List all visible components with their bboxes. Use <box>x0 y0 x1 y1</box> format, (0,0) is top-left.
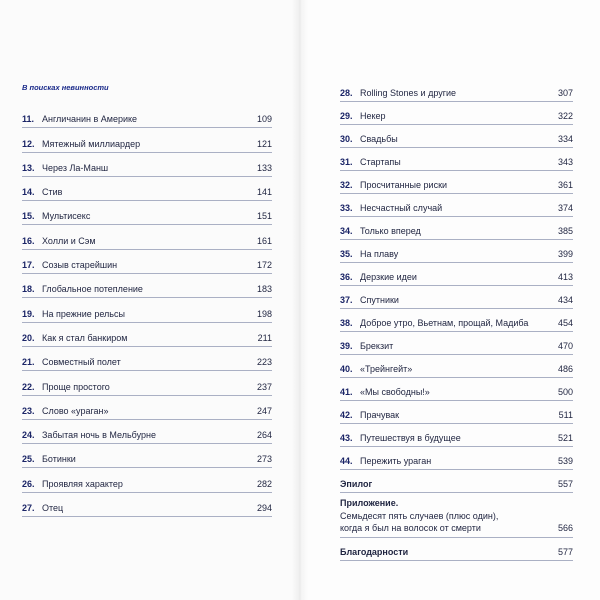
toc-entry-page: 247 <box>256 405 272 416</box>
toc-entry-page: 223 <box>256 357 272 368</box>
toc-entry-number: 24. <box>22 430 35 441</box>
toc-entry-number: 32. <box>340 180 353 190</box>
toc-entry-title: Прачувак <box>360 410 400 420</box>
toc-entry-page: 121 <box>256 138 272 149</box>
toc-entry-title: Только вперед <box>360 226 421 236</box>
toc-entry-page: 361 <box>557 180 573 190</box>
toc-entry[interactable] <box>22 274 272 298</box>
toc-epilogue[interactable] <box>340 470 573 493</box>
toc-epilogue-page: 557 <box>557 479 573 489</box>
toc-entry[interactable] <box>340 332 573 355</box>
toc-entry-page: 486 <box>557 364 573 374</box>
toc-entry-number: 18. <box>22 284 35 295</box>
toc-entry[interactable] <box>22 323 272 347</box>
toc-entry[interactable] <box>22 347 272 371</box>
toc-entry-page: 294 <box>256 503 272 514</box>
toc-entry-number: 29. <box>340 111 353 121</box>
toc-entry-number: 27. <box>22 503 35 514</box>
toc-entry-title: Rolling Stones и другие <box>360 88 457 98</box>
toc-entry[interactable] <box>340 171 573 194</box>
toc-entry-title: Забытая ночь в Мельбурне <box>42 430 156 441</box>
toc-entry-title: Некер <box>360 111 386 121</box>
toc-entry-page: 343 <box>557 157 573 167</box>
toc-entry-number: 17. <box>22 260 35 271</box>
toc-entry-title: Свадьбы <box>360 134 398 144</box>
toc-entry-number: 12. <box>22 138 35 149</box>
toc-entry[interactable] <box>340 355 573 378</box>
toc-entry-title: Совместный полет <box>42 357 121 368</box>
toc-entry-number: 35. <box>340 249 353 259</box>
toc-entry[interactable] <box>340 148 573 171</box>
toc-entry-title: Проявляя характер <box>42 478 123 489</box>
toc-entry-title: Англичанин в Америке <box>42 114 138 125</box>
toc-entry-page: 322 <box>557 111 573 121</box>
toc-entry[interactable] <box>22 128 272 152</box>
toc-entry[interactable] <box>340 79 573 102</box>
toc-entry-page: 198 <box>256 308 272 319</box>
toc-entry-title: «Трейнгейт» <box>360 364 413 374</box>
toc-entry-number: 16. <box>22 235 35 246</box>
toc-entry-title: Глобальное потепление <box>42 284 143 295</box>
toc-entry-title: Мятежный миллиардер <box>42 138 141 149</box>
toc-entry-page: 511 <box>558 410 573 420</box>
toc-entry-page: 307 <box>557 88 573 98</box>
toc-entry-title: Проще простого <box>42 381 110 392</box>
toc-entry[interactable] <box>340 102 573 125</box>
toc-entry-page: 374 <box>557 203 573 213</box>
toc-entry-page: 264 <box>256 430 272 441</box>
toc-entry[interactable] <box>340 263 573 286</box>
toc-entry-title: Несчастный случай <box>360 203 443 213</box>
toc-entry[interactable] <box>340 217 573 240</box>
toc-entry-title: Как я стал банкиром <box>42 332 128 343</box>
toc-entry[interactable] <box>22 468 272 492</box>
toc-right-column <box>340 79 573 561</box>
toc-appendix-line2: когда я был на волосок от смерти <box>340 523 481 533</box>
toc-entry-number: 43. <box>340 433 353 443</box>
toc-entry-page: 211 <box>257 332 272 343</box>
toc-entry[interactable] <box>22 396 272 420</box>
toc-entry-number: 20. <box>22 332 35 343</box>
toc-acknowledgements-page: 577 <box>557 546 573 557</box>
toc-acknowledgements[interactable] <box>340 538 573 561</box>
toc-entry[interactable] <box>22 444 272 468</box>
toc-entry-page: 282 <box>256 478 272 489</box>
toc-entry-title: Брекзит <box>360 341 394 351</box>
toc-entry-number: 41. <box>340 387 353 397</box>
toc-entry[interactable] <box>340 309 573 332</box>
toc-entry-title: Просчитанные риски <box>360 180 448 190</box>
toc-entry-title: На плаву <box>360 249 399 259</box>
toc-left-column <box>22 104 272 517</box>
toc-acknowledgements-title: Благодарности <box>340 546 409 557</box>
toc-entry-page: 133 <box>256 162 272 173</box>
toc-entry-number: 30. <box>340 134 353 144</box>
toc-entry[interactable] <box>22 153 272 177</box>
toc-entry-page: 273 <box>256 454 272 465</box>
toc-entry[interactable] <box>340 286 573 309</box>
toc-entry-number: 34. <box>340 226 353 236</box>
toc-entry-title: Слово «ураган» <box>42 405 109 416</box>
toc-entry-page: 399 <box>557 249 573 259</box>
toc-entry-number: 44. <box>340 456 353 466</box>
toc-entry-number: 28. <box>340 88 353 98</box>
toc-entry-title: Холли и Сэм <box>42 235 96 246</box>
toc-entry-title: Путешествуя в будущее <box>360 433 461 443</box>
toc-entry[interactable] <box>22 225 272 249</box>
toc-entry-number: 36. <box>340 272 353 282</box>
toc-entry-page: 151 <box>256 211 272 222</box>
toc-entry-title: Дерзкие идеи <box>360 272 417 282</box>
toc-entry[interactable] <box>22 250 272 274</box>
book-spine <box>292 0 308 600</box>
toc-entry-page: 141 <box>256 187 272 198</box>
toc-entry-number: 13. <box>22 162 35 173</box>
toc-entry-page: 109 <box>256 114 272 125</box>
toc-entry-title: На прежние рельсы <box>42 308 125 319</box>
toc-entry[interactable] <box>22 420 272 444</box>
toc-entry-title: Стив <box>42 187 63 198</box>
toc-entry-number: 22. <box>22 381 35 392</box>
toc-entry[interactable] <box>22 177 272 201</box>
toc-entry-number: 37. <box>340 295 353 305</box>
toc-entry-page: 172 <box>256 260 272 271</box>
toc-entry[interactable] <box>340 378 573 401</box>
toc-entry-title: Доброе утро, Вьетнам, прощай, Мадиба <box>360 318 529 328</box>
toc-entry-number: 26. <box>22 478 35 489</box>
toc-entry-title: Через Ла-Манш <box>42 162 109 173</box>
toc-entry-number: 33. <box>340 203 353 213</box>
toc-entry[interactable] <box>340 194 573 217</box>
toc-entry[interactable] <box>22 201 272 225</box>
toc-entry-page: 161 <box>256 235 272 246</box>
toc-entry-number: 31. <box>340 157 353 167</box>
toc-entry-number: 23. <box>22 405 35 416</box>
toc-entry-page: 385 <box>557 226 573 236</box>
toc-entry[interactable] <box>22 371 272 395</box>
toc-entry-page: 413 <box>557 272 573 282</box>
toc-entry-number: 19. <box>22 308 35 319</box>
toc-entry-number: 14. <box>22 187 35 198</box>
running-head: В поисках невинности <box>22 83 109 92</box>
toc-entry-page: 183 <box>256 284 272 295</box>
toc-entry-number: 39. <box>340 341 353 351</box>
toc-entry-number: 25. <box>22 454 35 465</box>
toc-entry-page: 539 <box>557 456 573 466</box>
toc-entry-page: 237 <box>256 381 272 392</box>
toc-entry-number: 42. <box>340 410 353 420</box>
toc-entry-title: Пережить ураган <box>360 456 432 466</box>
toc-entry-page: 470 <box>557 341 573 351</box>
toc-entry-title: Отец <box>42 503 64 514</box>
toc-entry-page: 334 <box>557 134 573 144</box>
toc-entry-page: 454 <box>557 318 573 328</box>
toc-entry[interactable] <box>22 104 272 128</box>
toc-entry-number: 15. <box>22 211 35 222</box>
toc-epilogue-title: Эпилог <box>340 479 373 489</box>
toc-entry[interactable] <box>22 298 272 322</box>
toc-entry-number: 38. <box>340 318 353 328</box>
toc-appendix-page: 566 <box>557 523 573 533</box>
toc-entry[interactable] <box>340 447 573 470</box>
toc-entry-number: 11. <box>22 114 35 125</box>
toc-appendix[interactable] <box>340 493 573 538</box>
toc-appendix-title: Приложение. <box>340 498 399 508</box>
toc-entry[interactable] <box>340 240 573 263</box>
toc-entry[interactable] <box>340 424 573 447</box>
toc-entry-page: 434 <box>557 295 573 305</box>
toc-right-entries <box>340 79 573 470</box>
toc-entry-title: Ботинки <box>42 454 76 465</box>
toc-entry-title: Созыв старейшин <box>42 260 118 271</box>
toc-entry[interactable] <box>22 493 272 517</box>
toc-entry-title: Стартапы <box>360 157 401 167</box>
toc-entry-number: 21. <box>22 357 35 368</box>
toc-entry-page: 500 <box>557 387 573 397</box>
toc-entry-title: «Мы свободны!» <box>360 387 430 397</box>
toc-entry-number: 40. <box>340 364 353 374</box>
toc-entry-title: Мультисекс <box>42 211 91 222</box>
toc-entry[interactable] <box>340 125 573 148</box>
toc-entry[interactable] <box>340 401 573 424</box>
toc-appendix-line1: Семьдесят пять случаев (плюс один), <box>340 510 499 521</box>
toc-entry-title: Спутники <box>360 295 399 305</box>
toc-entry-page: 521 <box>557 433 573 443</box>
